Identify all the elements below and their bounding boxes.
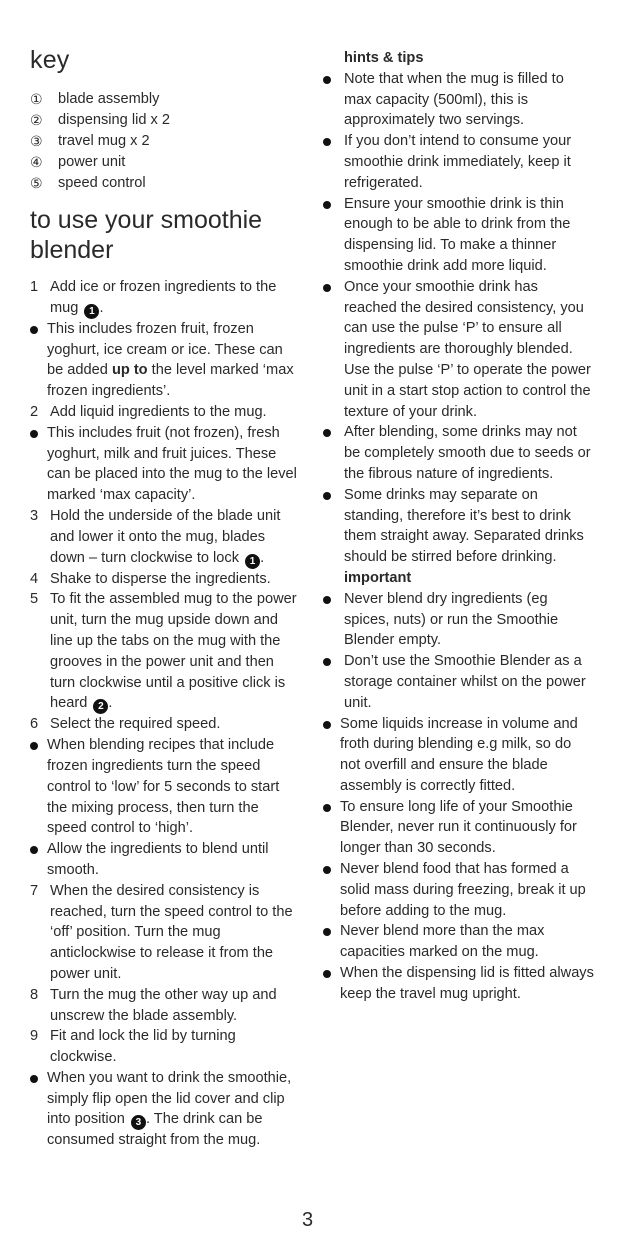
important-item bbox=[322, 859, 594, 921]
key-item bbox=[30, 89, 170, 110]
step-number: 3 bbox=[30, 507, 39, 524]
step-text: Add liquid ingredients to the mug. bbox=[50, 403, 267, 420]
step-1: 1 Add ice or frozen ingredients to the mug 1 . bbox=[30, 279, 277, 317]
step-text: Fit and lock the lid by turning clockwise. bbox=[50, 1028, 236, 1066]
bullet-text: When blending recipes that include frozen ingredients turn the speed control to ‘low’ for 5 seconds to start the mixing process, then turn the speed control to ‘high’. bbox=[47, 737, 280, 837]
key-label: speed control bbox=[58, 175, 146, 191]
key-number: ⑤ bbox=[30, 175, 43, 191]
hints-heading: hints & tips bbox=[344, 50, 424, 66]
important-item bbox=[322, 963, 594, 1005]
bullet-text: When you want to drink the smoothie, simply flip open the lid cover and clip into position bbox=[47, 1069, 292, 1128]
step-number: 1 bbox=[30, 279, 39, 295]
step-4 bbox=[30, 569, 302, 590]
important-text: Never blend more than the max capacities marked on the mug. bbox=[340, 923, 545, 961]
step-7 bbox=[30, 881, 302, 985]
important-item bbox=[322, 714, 594, 797]
bullet-drink bbox=[30, 1068, 302, 1151]
bullet-liquid-info bbox=[30, 423, 302, 506]
figure-ref-badge: 2 bbox=[93, 699, 108, 714]
usage-instructions bbox=[30, 277, 302, 1151]
hint-item bbox=[322, 69, 594, 131]
bullet-text: . The drink can be consumed straight from the mug. bbox=[47, 1111, 263, 1149]
important-text: To ensure long life of your Smoothie Blender, never run it continuously for longer than 30 seconds. bbox=[340, 798, 577, 857]
hint-text: Note that when the mug is filled to max capacity (500ml), this is approximately two servings. bbox=[344, 70, 564, 129]
important-text: Never blend food that has formed a solid mass during freezing, break it up before adding to the mug. bbox=[340, 861, 586, 919]
hint-text: After blending, some drinks may not be completely smooth due to seeds or the fibrous nature of ingredients. bbox=[344, 424, 591, 482]
hints-section bbox=[322, 48, 594, 1005]
important-heading: important bbox=[344, 569, 412, 586]
key-list bbox=[30, 89, 170, 194]
step-text: Select the required speed. bbox=[50, 716, 221, 733]
bullet-blend-smooth bbox=[30, 839, 302, 881]
step-number: 5 bbox=[30, 591, 39, 608]
step-3: 3 Hold the underside of the blade unit and lower it onto the mug, blades down – turn clockwise to lock 1 . bbox=[30, 507, 281, 567]
important-text: Don’t use the Smoothie Blender as a storage container whilst on the power unit. bbox=[344, 653, 586, 711]
bullet-text: This includes fruit (not frozen), fresh yoghurt, milk and fruit juices. These can be placed into the mug to the level marked ‘max capacity’. bbox=[47, 424, 297, 504]
key-item bbox=[30, 131, 170, 152]
key-item bbox=[30, 152, 170, 173]
hint-text: Some drinks may separate on standing, therefore it’s best to drink them straight away. Separated drinks should be stirred before drinking. bbox=[344, 486, 584, 566]
important-item bbox=[322, 921, 594, 963]
important-text: Never blend dry ingredients (eg spices, nuts) or run the Smoothie Blender empty. bbox=[344, 590, 559, 649]
step-text: Shake to disperse the ingredients. bbox=[50, 570, 271, 587]
step-number: 2 bbox=[30, 403, 39, 420]
usage-heading: to use your smoothie blender bbox=[30, 206, 263, 264]
important-text: When the dispensing lid is fitted always keep the travel mug upright. bbox=[340, 965, 594, 1002]
bullet-text: This includes frozen fruit, frozen yoghurt, ice cream or ice. These can be added bbox=[47, 320, 283, 379]
step-text: To fit the assembled mug to the power unit, turn the mug upside down and line up the tabs on the mug with the grooves in the power unit and then turn clockwise until a positive click is heard bbox=[50, 591, 297, 712]
important-item bbox=[322, 797, 594, 859]
hint-item bbox=[322, 422, 594, 484]
key-number: ④ bbox=[30, 154, 43, 170]
key-label: travel mug x 2 bbox=[58, 133, 150, 149]
step-number: 6 bbox=[30, 716, 39, 733]
step-9 bbox=[30, 1026, 302, 1068]
key-label: blade assembly bbox=[58, 91, 160, 107]
step-number: 8 bbox=[30, 986, 39, 1003]
bullet-text: Allow the ingredients to blend until smooth. bbox=[47, 841, 269, 878]
step-8 bbox=[30, 985, 302, 1027]
step-2 bbox=[30, 402, 302, 423]
important-item bbox=[322, 651, 594, 713]
step-6 bbox=[30, 714, 302, 735]
key-item bbox=[30, 173, 170, 194]
step-text: Add ice or frozen ingredients to the mug bbox=[50, 279, 277, 316]
important-text: Some liquids increase in volume and froth during blending e.g milk, so do not overfill and ensure the blade assembly is correctly fitted. bbox=[340, 715, 578, 794]
figure-ref-badge: 1 bbox=[84, 304, 99, 319]
step-text: Turn the mug the other way up and unscrew the blade assembly. bbox=[50, 986, 277, 1024]
key-item bbox=[30, 110, 170, 131]
hint-item bbox=[322, 277, 594, 423]
important-item bbox=[322, 589, 594, 651]
page-number: 3 bbox=[302, 1209, 314, 1231]
step-5: 5 To fit the assembled mug to the power unit, turn the mug upside down and line up the tabs on the mug with the grooves in the power unit and then turn clockwise until a positive click is heard 2 . bbox=[30, 591, 297, 713]
figure-ref-badge: 1 bbox=[245, 554, 260, 569]
bullet-frozen-speed bbox=[30, 735, 302, 839]
key-number: ② bbox=[30, 112, 43, 128]
bold-up-to: up to bbox=[111, 362, 148, 379]
hint-item bbox=[322, 131, 594, 193]
key-label: power unit bbox=[58, 154, 126, 170]
step-number: 4 bbox=[30, 570, 39, 587]
step-number: 9 bbox=[30, 1028, 39, 1045]
key-number: ③ bbox=[30, 133, 43, 149]
bullet-text: the level marked ‘max frozen ingredients’. bbox=[47, 362, 294, 400]
key-heading: key bbox=[30, 46, 70, 74]
hint-item bbox=[322, 194, 594, 277]
key-label: dispensing lid x 2 bbox=[58, 112, 170, 128]
step-text: Hold the underside of the blade unit and lower it onto the mug, blades down – turn clockwise to lock bbox=[50, 507, 281, 566]
key-number: ① bbox=[30, 91, 43, 107]
hint-text: Ensure your smoothie drink is thin enough to be able to drink from the dispensing lid. To make a thinner smoothie drink add more liquid. bbox=[344, 195, 571, 274]
figure-ref-badge: 3 bbox=[131, 1115, 146, 1130]
hint-text: If you don’t intend to consume your smoothie drink immediately, keep it refrigerated. bbox=[344, 133, 572, 191]
step-number: 7 bbox=[30, 882, 39, 899]
bullet-frozen-info bbox=[30, 319, 302, 402]
hint-item bbox=[322, 485, 594, 568]
step-text: When the desired consistency is reached, turn the speed control to the ‘off’ position. Turn the mug anticlockwise to release it from the power unit. bbox=[50, 882, 293, 982]
hint-text: Once your smoothie drink has reached the desired consistency, you can use the pulse ‘P’ to ensure all ingredients are thoroughly blended. Use the pulse ‘P’ to operate the power unit in a start stop action to control the texture of your drink. bbox=[344, 278, 591, 420]
